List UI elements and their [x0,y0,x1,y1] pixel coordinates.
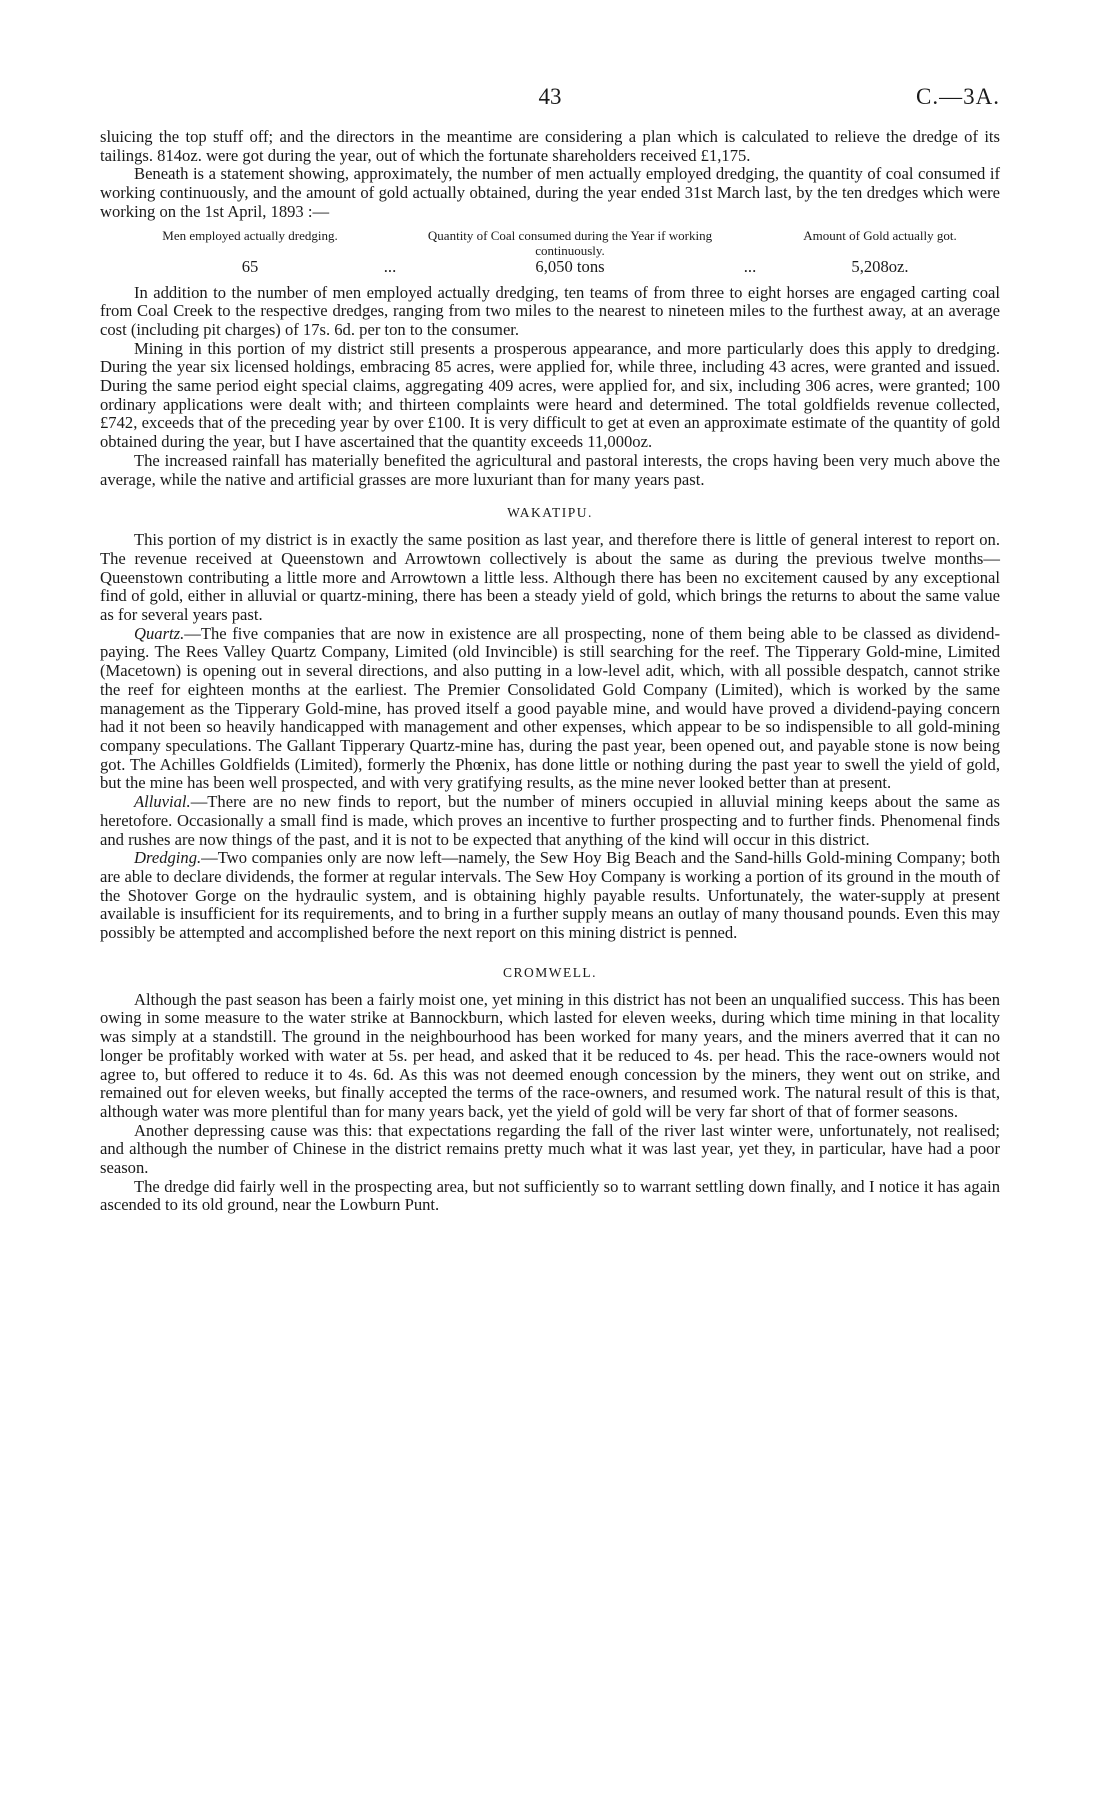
table-value-coal: 6,050 tons [535,256,605,276]
document-reference: C.—3A. [916,84,1000,109]
table-value-men: 65 [241,256,259,276]
paragraph-wakatipu-intro: This portion of my district is in exactly the same position as last year, and therefore there is little of general interest to report on. The revenue received at Queenstown and Arrowtown collectively is about the same as during the previous twelve months—Queenstown contributing a little more and Arrowtown a little less. Although there has been no excitement caused by any exceptional find of gold, either in alluvial or quartz-mining, there has been a steady yield of gold, which brings the returns to about the same value as for several years past. [100,530,1000,625]
dredging-label: Dredging. [134,848,202,868]
section-heading-cromwell: CROMWELL. [502,964,598,980]
table-header-gold: Amount of Gold actually got. [803,227,957,243]
paragraph-mining-prosperous: Mining in this portion of my district still presents a prosperous appearance, and more particularly does this apply to dredging. During the year six licensed holdings, embracing 85 acres, were applied for, while three, including 43 acres, were granted and issued. During the same period eight special claims, aggregating 409 acres, were applied for, and six, including 306 acres, were granted; 100 ordinary applications were dealt with; and thirteen complaints were heard and determined. The total goldfields revenue collected, £742, exceeds that of the preceding year by over £100. It is very difficult to get at even an approximate estimate of the quantity of gold obtained during the year, but I have ascertained that the quantity exceeds 11,000oz. [100,338,1000,452]
document-page [100,84,1000,1215]
paragraph-cromwell-dredge: The dredge did fairly well in the prospecting area, but not sufficiently so to warrant settling down finally, and I notice it has again ascended to its old ground, near the Lowburn Punt. [100,1176,1000,1215]
quartz-text: —The five companies that are now in existence are all prospecting, none of them being able to be classed as dividend-paying. The Rees Valley Quartz Company, Limited (old Invincible) is still searching for the reef. The Tipperary Gold-mine, Limited (Macetown) is opening out in several directions, and also putting in a low-level adit, which, with all possible despatch, cannot strike the reef for eighteen months at the earliest. The Premier Consolidated Gold Company (Limited), which is worked by the same management as the Tipperary Gold-mine, has proved itself a good payable mine, and would have proved a dividend-paying concern had it not been so heavily handicapped with management and other expenses, which appear to be so indispensible to all gold-mining company speculations. The Gallant Tipperary Quartz-mine has, during the past year, been opened out, and payable stone is now being got. The Achilles Goldfields (Limited), formerly the Phœnix, has done little or nothing during the past year to swell the yield of gold, but the mine has been well prospected, and with very gratifying results, as the mine never looked better than at present. [100,623,1000,793]
paragraph-alluvial [100,793,1000,849]
paragraph-continuation: sluicing the top stuff off; and the directors in the meantime are considering a plan which is calculated to relieve the dredge of its tailings. 814oz. were got during the year, out of which the fortunate shareholders received £1,175. [100,127,1000,165]
dredging-text: —Two companies only are now left—namely, the Sew Hoy Big Beach and the Sand-hills Gold-mining Company; both are able to declare dividends, the former at regular intervals. The Sew Hoy Company is working a portion of its ground in the mouth of the Shotover Gorge on the hydraulic system, and is obtaining highly payable results. Unfortunately, the water-supply at present available is insufficient for its requirements, and to bring in a further supply means an outlay of many thousand pounds. Even this may possibly be attempted and accomplished before the next report on this mining district is penned. [100,848,1000,943]
table-header-men: Men employed actually dredging. [162,227,338,243]
paragraph-dredging [100,849,1000,943]
paragraph-cromwell-strike: Although the past season has been a fairly moist one, yet mining in this district has not been an unqualified success. This has been owing in some measure to the water strike at Bannockburn, which lasted for eleven weeks, during which time mining in that locality was simply at a standstill. The ground in the neighbourhood has been worked for many years, and the miners averred that it can no longer be profitably worked with water at 5s. per head, and asked that it be reduced to 4s. per head. This the race-owners would not agree to, but offered to reduce it to 4s. 6d. As this was not deemed enough concession by the miners, they went out on strike, and remained out for eleven weeks, but finally accepted the terms of the race-owners, and resumed work. The natural result of this is that, although water was more plentiful than for many years back, yet the yield of gold will be very far short of that of former seasons. [100,989,1000,1121]
alluvial-text: —There are no new finds to report, but the number of miners occupied in alluvial mining keeps about the same as heretofore. Occasionally a small find is made, which proves an incentive to further prospecting and to further finds. Phenomenal finds and rushes are now things of the past, and it is not to be expected that anything of the kind will occur in this district. [100,792,1000,849]
paragraph-coal-carting: In addition to the number of men employed actually dredging, ten teams of from three to eight horses are engaged carting coal from Coal Creek to the respective dredges, ranging from two miles to the nearest to nineteen miles to the furthest away, at an average cost (including pit charges) of 17s. 6d. per ton to the consumer. [100,282,1000,339]
table-leader-dots: ... [383,256,397,276]
table-leader-dots: ... [743,256,757,276]
section-heading-wakatipu: WAKATIPU. [507,505,593,521]
quartz-label: Quartz. [134,623,185,643]
paragraph-cromwell-depressing: Another depressing cause was this: that expectations regarding the fall of the river last winter were, unfortunately, not realised; and although the number of Chinese in the district remains pretty much what it was last year, yet they, in particular, have had a poor season. [100,1120,1000,1178]
paragraph-quartz [100,625,1000,793]
paragraph-rainfall: The increased rainfall has materially benefited the agricultural and pastoral interests, the crops having been very much above the average, while the native and artificial grasses are more luxuriant than for many years past. [100,450,1000,489]
table-header-coal: Quantity of Coal consumed during the Year if working continuously. [427,227,713,258]
paragraph-statement-intro: Beneath is a statement showing, approximately, the number of men actually employed dredging, the quantity of coal consumed if working continuously, and the amount of gold actually obtained, during the year ended 31st March last, by the ten dredges which were working on the 1st April, 1893 :— [100,164,1000,221]
page-header [100,84,1000,128]
dredging-statement-table [140,228,1000,276]
table-value-gold: 5,208oz. [851,256,909,276]
alluvial-label: Alluvial. [134,792,191,812]
page-number: 43 [538,84,562,109]
